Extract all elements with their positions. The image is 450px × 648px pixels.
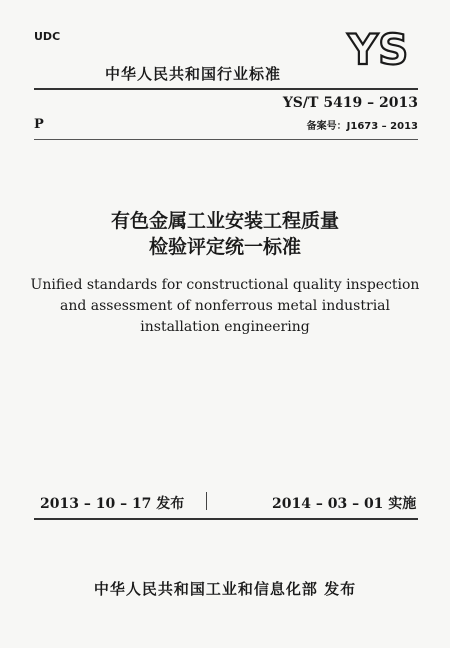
implementation-date: 2014 – 03 – 01 实施 — [272, 496, 417, 512]
ys-logo-text: YS — [347, 26, 409, 70]
publisher: 中华人民共和国工业和信息化部 发布 — [93, 580, 357, 598]
top-rule — [34, 88, 418, 90]
ys-logo — [338, 26, 418, 70]
title-cn-line-2: 检验评定统一标准 — [148, 236, 301, 258]
filing-number: 备案号：J1673 – 2013 — [306, 121, 418, 132]
title-en-line-2: and assessment of nonferrous metal industrial — [60, 298, 390, 314]
industry-standard-heading: 中华人民共和国行业标准 — [105, 65, 282, 83]
title-en-line-3: installation engineering — [140, 319, 310, 335]
category-letter: P — [34, 117, 44, 132]
title-en-line-1: Unified standards for constructional quality inspection — [30, 277, 420, 293]
title-cn-line-1: 有色金属工业安装工程质量 — [110, 210, 339, 232]
udc-label: UDC — [34, 30, 61, 43]
issue-date: 2013 – 10 – 17 发布 — [40, 496, 185, 512]
second-rule — [34, 139, 418, 140]
standard-code: YS/T 5419 – 2013 — [282, 95, 418, 111]
date-separator — [206, 492, 207, 510]
bottom-rule — [34, 518, 418, 520]
